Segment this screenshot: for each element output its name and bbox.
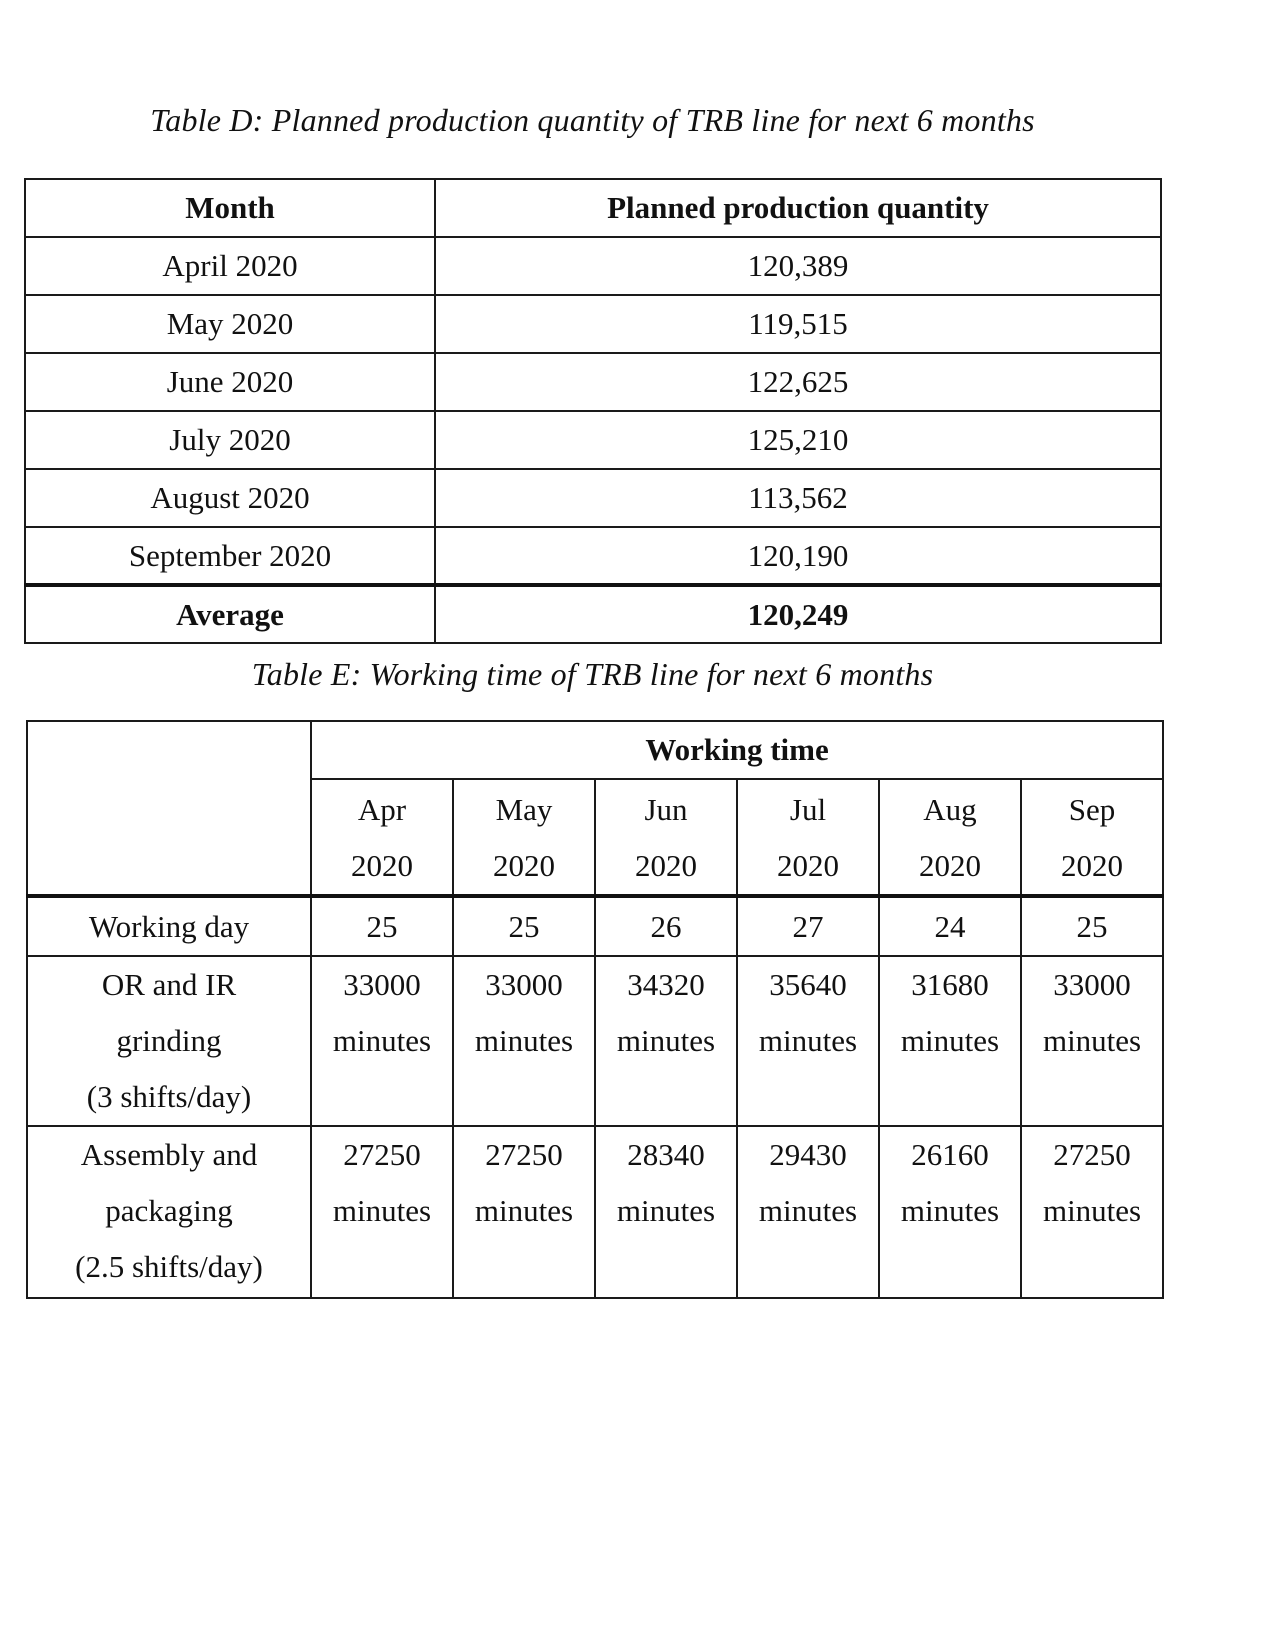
quantity-cell: 113,562 — [435, 469, 1161, 527]
month-name: Apr — [357, 792, 407, 827]
planned-quantity-header: Planned production quantity — [435, 179, 1161, 237]
table-d-caption: Table D: Planned production quantity of TRB line for next 6 months — [150, 102, 1035, 138]
month-year: 2020 — [351, 848, 413, 883]
grinding-value — [311, 956, 453, 1126]
working-day-row — [27, 896, 1163, 956]
label-line: (2.5 shifts/day) — [75, 1249, 263, 1284]
quantity-cell: 120,190 — [435, 527, 1161, 585]
minutes-unit: minutes — [332, 1193, 432, 1228]
minutes-unit: minutes — [332, 1023, 432, 1058]
grinding-value — [595, 956, 737, 1126]
quantity-cell: 125,210 — [435, 411, 1161, 469]
month-header-apr — [311, 779, 453, 896]
average-value: 120,249 — [435, 585, 1161, 643]
planned-production-table — [24, 178, 1162, 644]
month-cell: September 2020 — [25, 527, 435, 585]
grinding-row — [27, 956, 1163, 1126]
table-row — [25, 411, 1161, 469]
minutes-unit: minutes — [900, 1023, 1000, 1058]
minutes-unit: minutes — [1042, 1023, 1142, 1058]
minutes-unit: minutes — [616, 1023, 716, 1058]
minutes-number: 27250 — [1053, 1137, 1131, 1172]
working-day-label: Working day — [27, 896, 311, 956]
month-cell: August 2020 — [25, 469, 435, 527]
month-year: 2020 — [777, 848, 839, 883]
minutes-number: 27250 — [343, 1137, 421, 1172]
month-name: Aug — [923, 792, 977, 827]
table-row — [25, 237, 1161, 295]
month-year: 2020 — [1061, 848, 1124, 883]
assembly-value — [595, 1126, 737, 1298]
working-time-header: Working time — [311, 721, 1163, 779]
minutes-unit: minutes — [758, 1023, 858, 1058]
label-line: packaging — [105, 1193, 233, 1228]
assembly-label — [27, 1126, 311, 1298]
minutes-number: 31680 — [911, 967, 989, 1002]
assembly-value — [737, 1126, 879, 1298]
table-header-row — [25, 179, 1161, 237]
label-line: OR and IR — [101, 967, 237, 1002]
grinding-value — [453, 956, 595, 1126]
empty-corner-cell — [27, 721, 311, 896]
group-header-row — [27, 721, 1163, 779]
average-row — [25, 585, 1161, 643]
minutes-number: 33000 — [1053, 967, 1131, 1002]
month-cell: July 2020 — [25, 411, 435, 469]
month-year: 2020 — [493, 848, 555, 883]
month-year: 2020 — [919, 848, 981, 883]
table-row — [25, 527, 1161, 585]
month-cell: May 2020 — [25, 295, 435, 353]
month-header: Month — [25, 179, 435, 237]
table-row — [25, 295, 1161, 353]
month-header-jul — [737, 779, 879, 896]
working-time-table — [26, 720, 1164, 1299]
month-header-jun — [595, 779, 737, 896]
working-day-value: 27 — [737, 896, 879, 956]
assembly-row — [27, 1126, 1163, 1298]
working-day-value: 25 — [311, 896, 453, 956]
month-name: Jul — [789, 792, 827, 827]
grinding-label — [27, 956, 311, 1126]
minutes-unit: minutes — [1042, 1193, 1142, 1228]
minutes-number: 29430 — [769, 1137, 847, 1172]
month-header-may — [453, 779, 595, 896]
average-label: Average — [25, 585, 435, 643]
minutes-unit: minutes — [616, 1193, 716, 1228]
minutes-number: 33000 — [343, 967, 421, 1002]
minutes-unit: minutes — [474, 1193, 574, 1228]
month-name: May — [495, 792, 553, 827]
minutes-number: 34320 — [627, 967, 705, 1002]
working-day-value: 26 — [595, 896, 737, 956]
grinding-value — [1021, 956, 1163, 1126]
month-header-sep — [1021, 779, 1163, 896]
grinding-value — [737, 956, 879, 1126]
assembly-value — [311, 1126, 453, 1298]
working-day-value: 25 — [453, 896, 595, 956]
quantity-cell: 120,389 — [435, 237, 1161, 295]
month-cell: April 2020 — [25, 237, 435, 295]
label-line: grinding — [116, 1023, 222, 1058]
label-line: (3 shifts/day) — [86, 1079, 252, 1114]
minutes-number: 27250 — [485, 1137, 563, 1172]
assembly-value — [1021, 1126, 1163, 1298]
minutes-number: 28340 — [627, 1137, 705, 1172]
month-header-aug — [879, 779, 1021, 896]
minutes-unit: minutes — [474, 1023, 574, 1058]
assembly-value — [453, 1126, 595, 1298]
minutes-unit: minutes — [758, 1193, 858, 1228]
minutes-number: 33000 — [485, 967, 563, 1002]
table-row — [25, 469, 1161, 527]
month-name: Sep — [1068, 792, 1116, 827]
working-day-value: 25 — [1021, 896, 1163, 956]
month-cell: June 2020 — [25, 353, 435, 411]
minutes-number: 35640 — [769, 967, 847, 1002]
quantity-cell: 119,515 — [435, 295, 1161, 353]
table-e-caption: Table E: Working time of TRB line for next 6 months — [251, 656, 934, 692]
working-day-value: 24 — [879, 896, 1021, 956]
month-year: 2020 — [635, 848, 697, 883]
grinding-value — [879, 956, 1021, 1126]
quantity-cell: 122,625 — [435, 353, 1161, 411]
minutes-unit: minutes — [900, 1193, 1000, 1228]
label-line: Assembly and — [80, 1137, 258, 1172]
table-row — [25, 353, 1161, 411]
minutes-number: 26160 — [911, 1137, 989, 1172]
month-name: Jun — [644, 792, 688, 827]
assembly-value — [879, 1126, 1021, 1298]
